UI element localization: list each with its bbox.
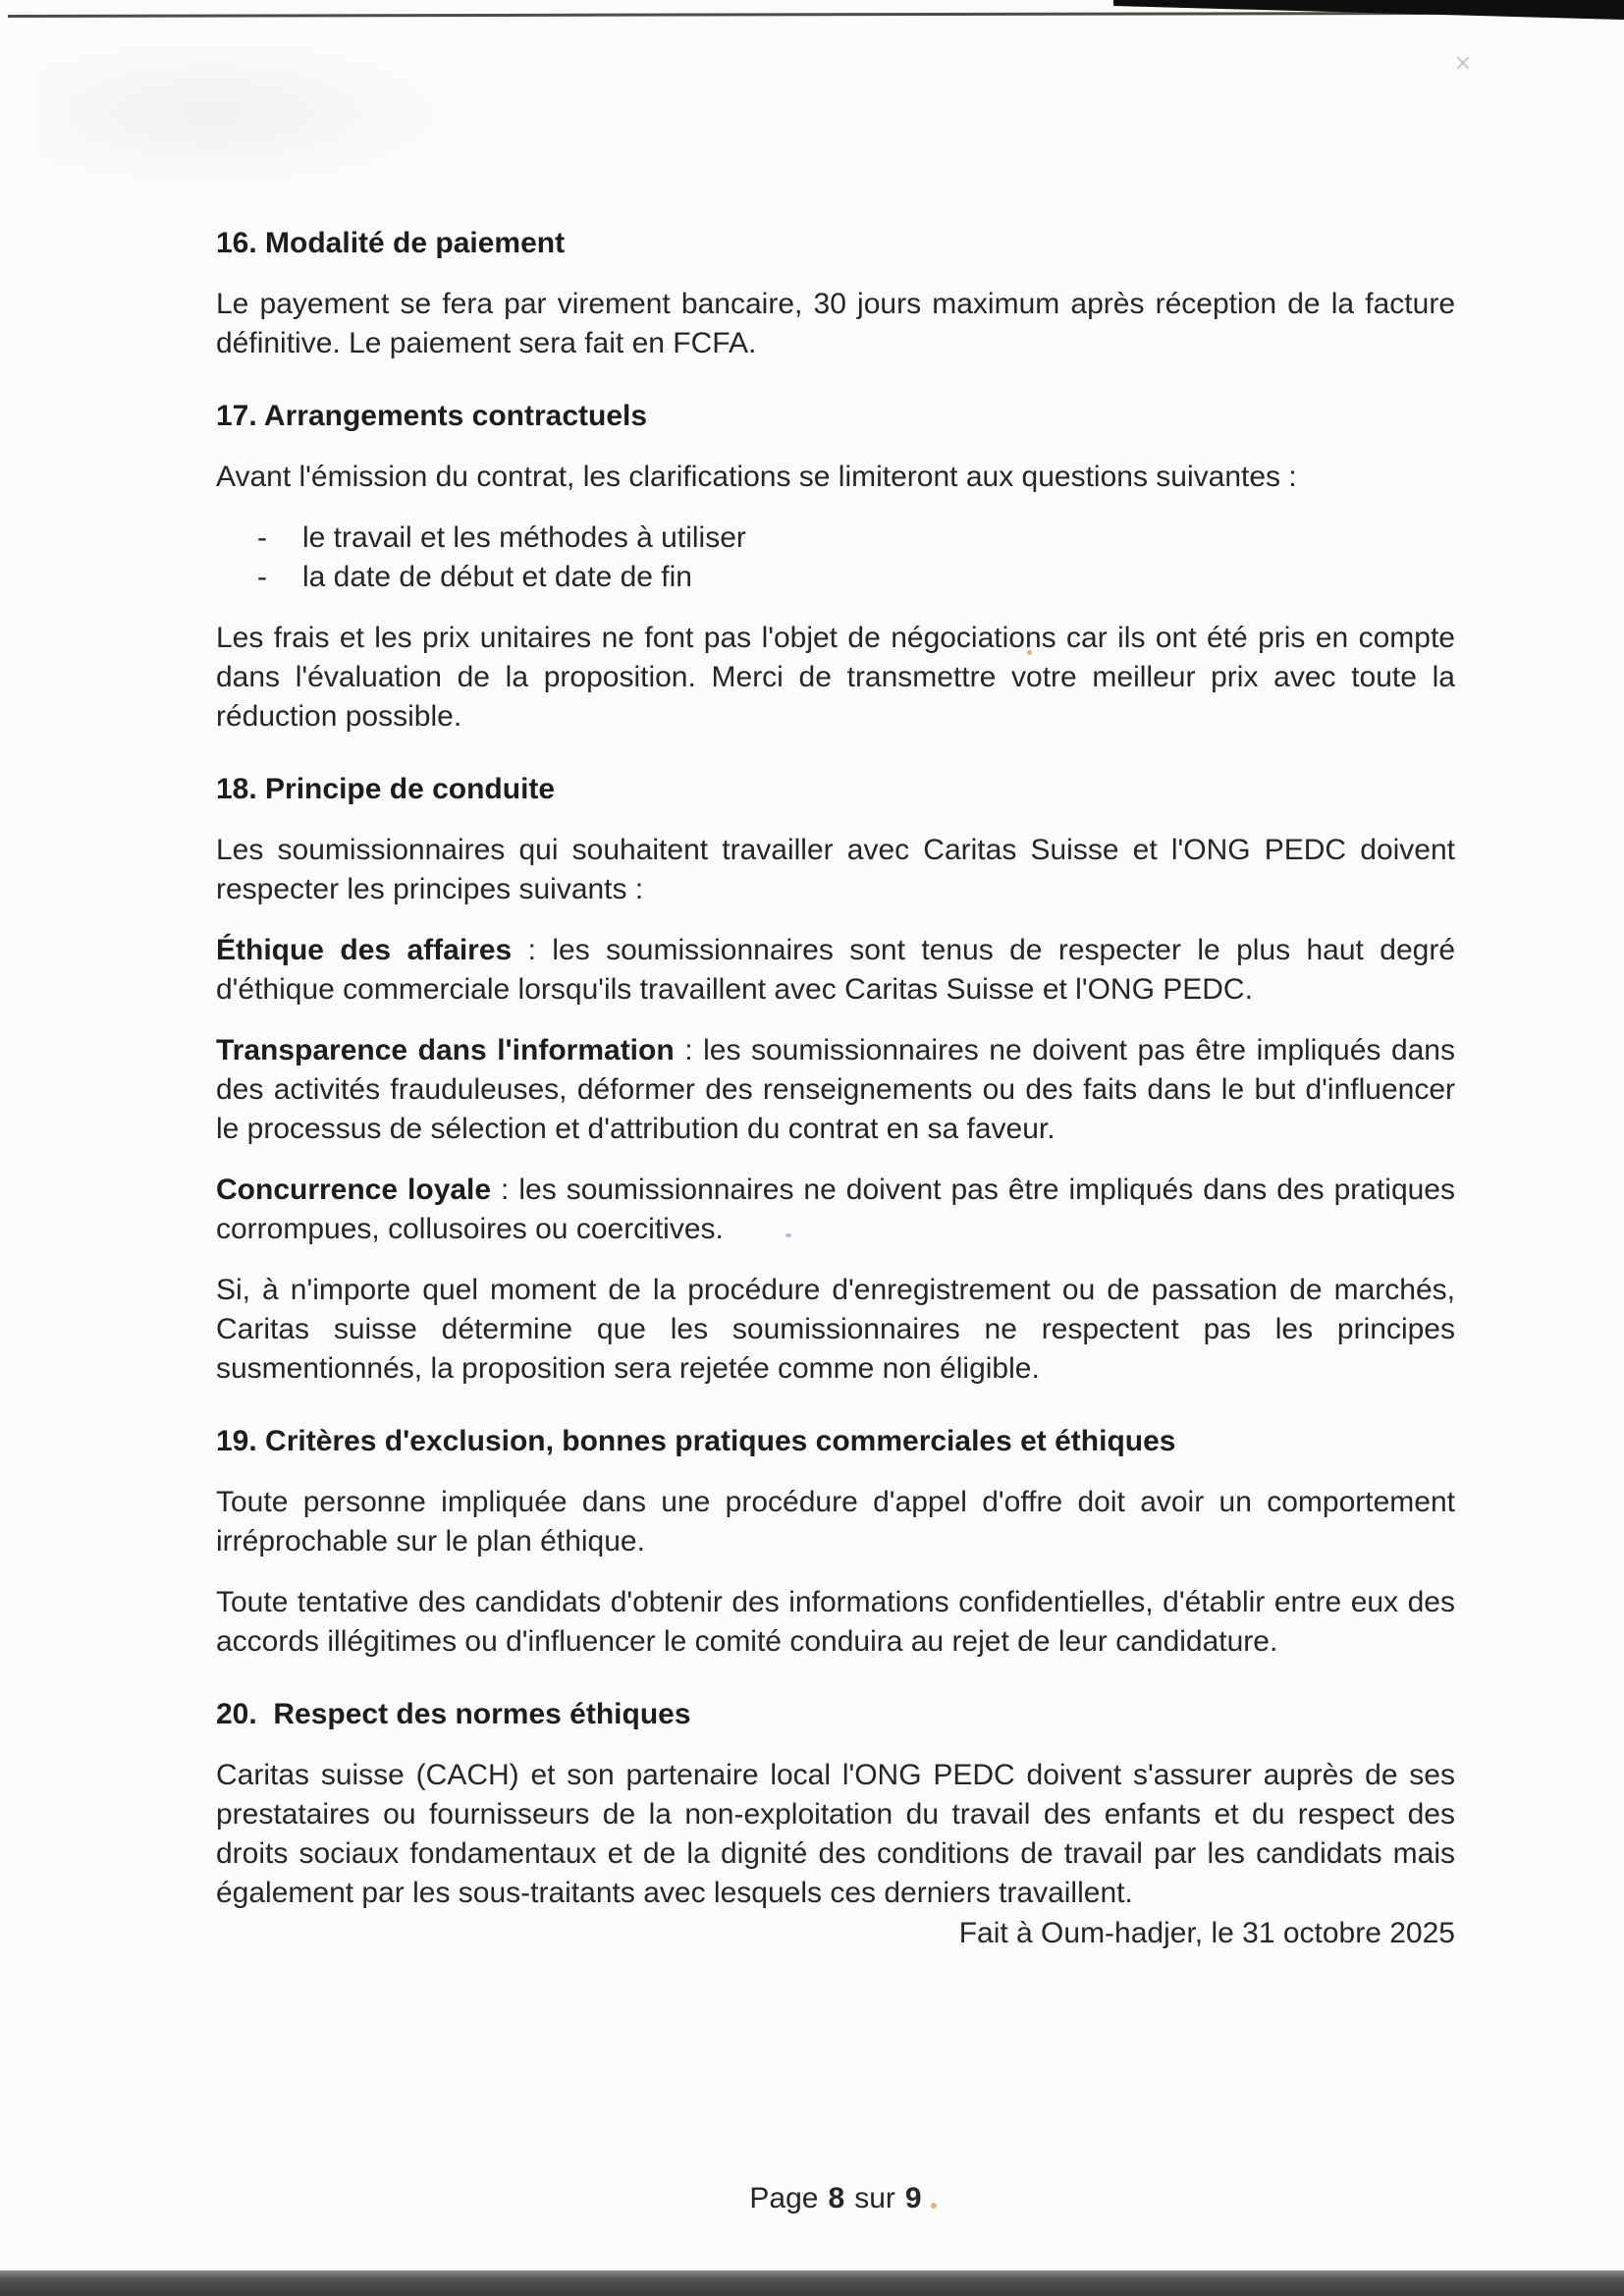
list-item — [216, 519, 1455, 558]
page-footer — [216, 2182, 1455, 2215]
section-19-paragraph-2: Toute tentative des candidats d'obtenir des informations confidentielles, d'établir entre eux des accords illégitimes ou d'influencer le comité conduira au rejet de leur candidature. — [216, 1586, 1455, 1658]
section-17-heading: 17. Arrangements contractuels — [216, 400, 648, 432]
bullet-text: la date de début et date de fin — [302, 561, 692, 593]
principle-transparence — [216, 1031, 1455, 1149]
bullet-text: le travail et les méthodes à utiliser — [302, 521, 746, 554]
footer-total-pages: 9 — [904, 2182, 922, 2214]
footer-word-page: Page — [749, 2182, 819, 2214]
principle-transparence-lead: Transparence dans l'information — [216, 1034, 675, 1066]
list-item — [216, 558, 1455, 597]
principle-concurrence-lead: Concurrence loyale — [216, 1174, 492, 1206]
footer-word-sur: sur — [854, 2182, 895, 2214]
section-17-paragraph: Les frais et les prix unitaires ne font pas l'objet de négociations car ils ont été pris en compte dans l'évaluation de la proposition. Merci de transmettre votre meilleur prix avec toute la réduction possible. — [216, 622, 1455, 733]
section-20-heading: 20. Respect des normes éthiques — [216, 1698, 691, 1730]
section-19-paragraph-1: Toute personne impliquée dans une procédure d'appel d'offre doit avoir un comportement irréprochable sur le plan éthique. — [216, 1486, 1455, 1558]
section-20-paragraph: Caritas suisse (CACH) et son partenaire local l'ONG PEDC doivent s'assurer auprès de ses prestataires ou fournisseurs de la non-exploitation du travail des enfants et du respect des droits sociaux fondamentaux et de la dignité des conditions de travail par les candidats mais également par les sous-traitants avec lesquels ces derniers travaillent. — [216, 1759, 1455, 1909]
footer-current-page: 8 — [828, 2182, 845, 2214]
section-18-paragraph: Si, à n'importe quel moment de la procédure d'enregistrement ou de passation de marchés, Caritas suisse détermine que les soumissionnaires ne respectent pas les principes susmentionnés, la proposition sera rejetée comme non éligible. — [216, 1274, 1455, 1385]
principle-ethique — [216, 931, 1455, 1010]
section-16-paragraph: Le payement se fera par virement bancaire, 30 jours maximum après réception de la facture définitive. Le paiement sera fait en FCFA. — [216, 288, 1455, 359]
document-content — [216, 224, 1455, 1935]
section-16-heading: 16. Modalité de paiement — [216, 227, 566, 259]
bullet-dash: - — [257, 561, 267, 593]
section-19-heading: 19. Critères d'exclusion, bonnes pratiques commerciales et éthiques — [216, 1425, 1176, 1457]
section-18-intro: Les soumissionnaires qui souhaitent travailler avec Caritas Suisse et l'ONG PEDC doivent respecter les principes suivants : — [216, 834, 1455, 905]
section-17-bullet-list — [216, 519, 1455, 597]
principle-transparence-text: : les soumissionnaires ne doivent pas être impliqués dans des activités frauduleuses, déformer des renseignements ou des faits dans le but d'influencer le processus de sélection et d'attribution du contrat en sa faveur. — [216, 1034, 1455, 1145]
principle-ethique-text: : les soumissionnaires sont tenus de respecter le plus haut degré d'éthique commerciale lorsqu'ils travaillent avec Caritas Suisse et l'ONG PEDC. — [216, 934, 1456, 1006]
principle-concurrence — [216, 1171, 1455, 1249]
scan-corner-wedge — [1113, 0, 1624, 20]
scan-cross-mark — [1455, 55, 1471, 71]
date-line: Fait à Oum-hadjer, le 31 octobre 2025 — [958, 1917, 1455, 1949]
scan-bottom-band — [0, 2270, 1624, 2296]
scan-smudge — [39, 29, 471, 196]
principle-concurrence-text: : les soumissionnaires ne doivent pas être impliqués dans des pratiques corrompues, collusoires ou coercitives. — [216, 1174, 1455, 1245]
principle-ethique-lead: Éthique des affaires — [216, 934, 513, 966]
section-17-intro: Avant l'émission du contrat, les clarifications se limiteront aux questions suivantes : — [216, 461, 1297, 493]
section-18-heading: 18. Principe de conduite — [216, 773, 556, 805]
bullet-dash: - — [257, 521, 267, 554]
